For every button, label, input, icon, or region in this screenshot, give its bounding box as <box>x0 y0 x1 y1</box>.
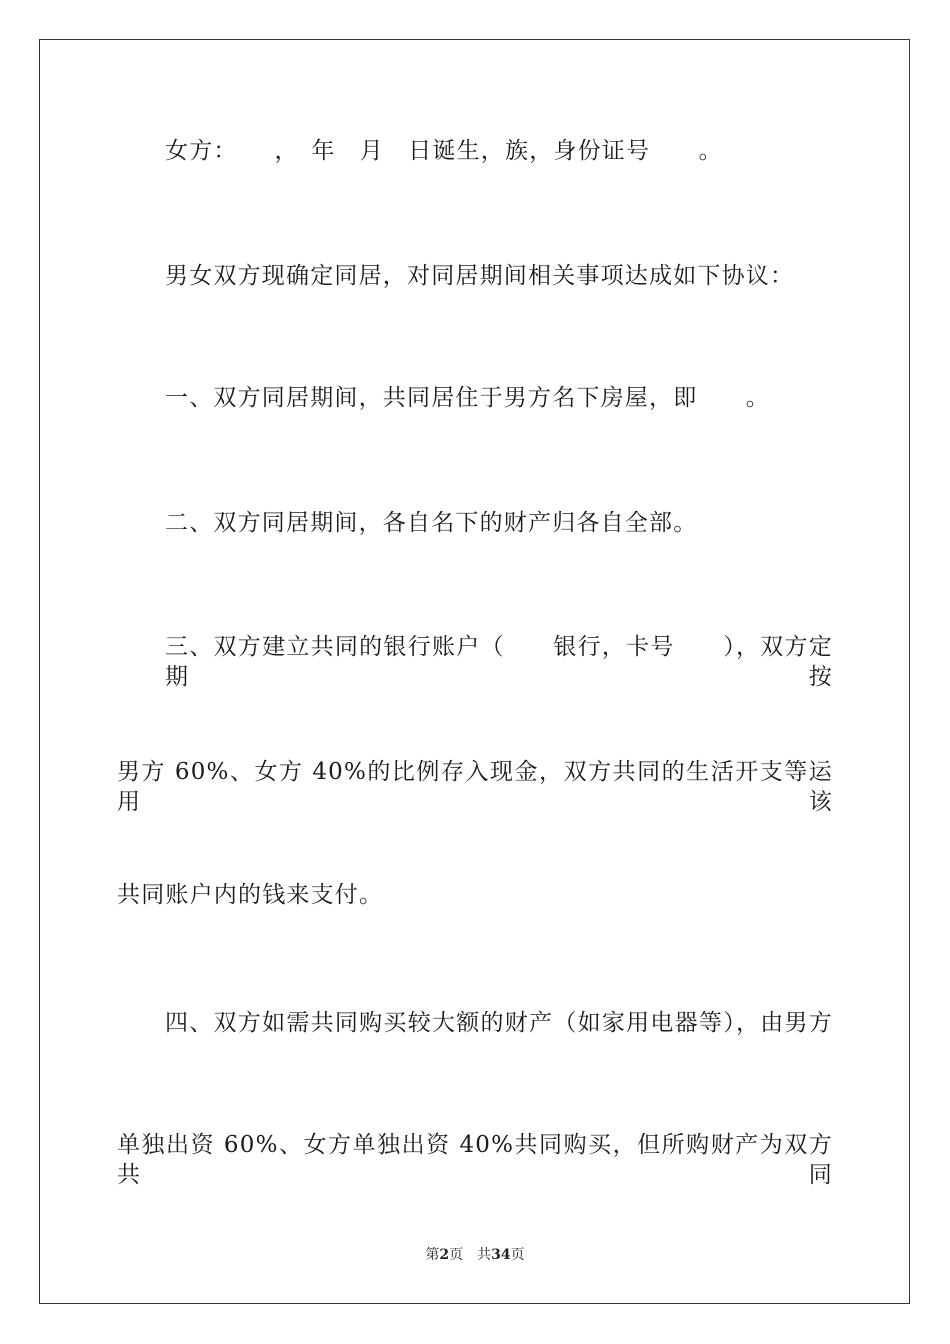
paragraph-line-clause-4-b: 单独出资 60%、女方单独出资 40%共同购买，但所购财产为双方共同 <box>117 1132 833 1188</box>
paragraph-line-clause-2: 二、双方同居期间，各自名下的财产归各自全部。 <box>165 510 698 536</box>
footer-total-suffix: 页 <box>510 1247 525 1263</box>
page-footer <box>0 1246 950 1264</box>
footer-total-prefix: 共 <box>477 1247 492 1263</box>
paragraph-line-female-party: 女方： ， 年 月 日诞生，族，身份证号 。 <box>165 138 723 164</box>
paragraph-line-clause-3-c: 共同账户内的钱来支付。 <box>117 882 384 908</box>
paragraph-line-intro: 男女双方现确定同居，对同居期间相关事项达成如下协议： <box>165 263 795 289</box>
paragraph-line-clause-3-b: 男方 60%、女方 40%的比例存入现金，双方共同的生活开支等运用该 <box>117 759 833 815</box>
footer-page-number: 2 <box>439 1247 450 1263</box>
footer-page-prefix: 第 <box>425 1247 440 1263</box>
paragraph-line-clause-4-a: 四、双方如需共同购买较大额的财产（如家用电器等），由男方 <box>165 1010 833 1036</box>
paragraph-line-clause-3-a: 三、双方建立共同的银行账户（ 银行，卡号 ），双方定期按 <box>165 634 833 690</box>
footer-total-pages: 34 <box>491 1247 511 1263</box>
paragraph-line-clause-1: 一、双方同居期间，共同居住于男方名下房屋，即 。 <box>165 385 770 411</box>
footer-page-suffix: 页 <box>449 1247 464 1263</box>
